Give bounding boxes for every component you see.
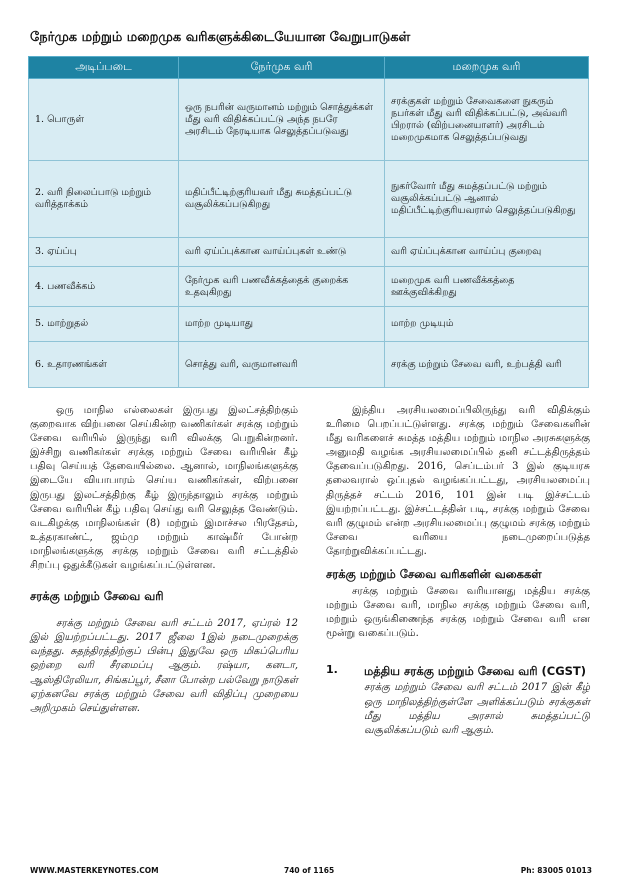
table-row	[29, 79, 589, 161]
table-row	[29, 161, 589, 238]
row-direct: சொத்து வரி, வருமானவரி	[179, 342, 385, 388]
row-indirect: சரக்கு மற்றும் சேவை வரி, உற்பத்தி வரி	[385, 342, 589, 388]
row-basis: 5. மாற்றுதல்	[29, 307, 179, 342]
table-row	[29, 238, 589, 267]
gst-types-heading: சரக்கு மற்றும் சேவை வரிகளின் வகைகள்	[326, 567, 542, 582]
row-direct: நேர்முக வரி பணவீக்கத்தைக் குறைக்க உதவுகிறது	[179, 267, 385, 307]
row-basis: 4. பணவீக்கம்	[29, 267, 179, 307]
footer-phone: Ph: 83005 01013	[520, 866, 592, 875]
row-basis: 3. ஏய்ப்பு	[29, 238, 179, 267]
cgst-number: 1.	[326, 663, 338, 677]
table-row	[29, 267, 589, 307]
left-column	[30, 404, 298, 716]
header-direct-tax: நேர்முக வரி	[179, 57, 385, 79]
comparison-table	[28, 56, 589, 388]
cgst-item	[326, 663, 590, 737]
footer-page-number: 740 of 1165	[284, 866, 335, 875]
row-indirect: நுகர்வோர் மீது சுமத்தப்பட்டு மற்றும் வசூலிக்கப்பட்டு ஆனால் மதிப்பீட்டிற்குரியவரால் செலுத்தப்படுகிறது	[385, 161, 589, 238]
footer-website: WWW.MASTERKEYNOTES.COM	[30, 866, 159, 875]
row-direct: மதிப்பீட்டிற்குரியவர் மீது சுமத்தப்பட்டு வசூலிக்கப்படுகிறது	[179, 161, 385, 238]
row-direct: ஒரு நபரின் வருமானம் மற்றும் சொத்துக்கள் மீது வரி விதிக்கப்பட்டு அந்த நபரே அரசிடம் நேரடியாக செலுத்தப்படுவது	[179, 79, 385, 161]
table-row	[29, 307, 589, 342]
row-direct: மாற்ற முடியாது	[179, 307, 385, 342]
table-header-row	[29, 57, 589, 79]
row-indirect: சரக்குகள் மற்றும் சேவைகளை நுகரும் நபர்கள் மீது வரி விதிக்கப்பட்டு, அவ்வரி பிறரால் (விற்பனையாளர்) அரசிடம் மறைமுகமாக செலுத்தப்படுவது	[385, 79, 589, 161]
row-basis: 2. வரி நிலைப்பாடு மற்றும் வரித்தாக்கம்	[29, 161, 179, 238]
header-basis: அடிப்படை	[29, 57, 179, 79]
row-basis: 1. பொருள்	[29, 79, 179, 161]
table-row	[29, 342, 589, 388]
cgst-text: சரக்கு மற்றும் சேவை வரி சட்டம் 2017 இன் கீழ் ஒரு மாநிலத்திற்குள்ளே அளிக்கப்படும் சரக்குகள் மீது மத்திய அரசால் சுமத்தப்பட்டு வசூலிக்கப்படும் வரி ஆகும்.	[364, 682, 590, 736]
cgst-title: மத்திய சரக்கு மற்றும் சேவை வரி (CGST)	[364, 664, 587, 679]
header-indirect-tax: மறைமுக வரி	[385, 57, 589, 79]
row-indirect: வரி ஏய்ப்புக்கான வாய்ப்பு குறைவு	[385, 238, 589, 267]
page-title: நேர்முக மற்றும் மறைமுக வரிகளுக்கிடையேயான வேறுபாடுகள்	[30, 30, 411, 45]
gst-act-paragraph: சரக்கு மற்றும் சேவை வரி சட்டம் 2017, ஏப்ரல் 12 இல் இயற்றப்பட்டது. 2017 ஜீலை 1இல் நடைமுறைக்கு வந்தது. சுதந்திரத்திற்குப் பின்பு இதுவே ஒரு மிகப்பெரிய ஒற்றை வரி சீரமைப்பு ஆகும். ரஷ்யா, கனடா, ஆஸ்திரேலியா, சிங்கப்பூர், சீனா போன்ற பல்வேறு நாடுகள் ஏற்கனவே சரக்கு மற்றும் சேவை வரி விதிப்பு முறையை அறிமுகம் செய்துள்ளன.	[30, 618, 298, 714]
right-column	[326, 404, 590, 738]
gst-heading: சரக்கு மற்றும் சேவை வரி	[30, 589, 164, 604]
constitution-paragraph: இந்திய அரசியலமைப்பிலிருந்து வரி விதிக்கும் உரிமை பெறப்பட்டுள்ளது. சரக்கு மற்றும் சேவைகளின் மீது வரிகளைச் சுமத்த மத்திய மற்றும் மாநில அரசுகளுக்கு அனுமதி வழங்க அரசியலமைப்பில் தனி சட்டத்திருத்தம் தேவைப்படுகிறது. 2016, செப்டம்பர் 3 இல் குடியரசு தலைவரால் ஒப்புதல் வழங்கப்பட்டது, அரசியலமைப்பு திருத்தச் சட்டம் 2016, 101 இன் படி இச்சட்டம் இயற்றப்பட்டது. இச்சட்டத்தின் படி, சரக்கு மற்றும் சேவை வரி குழுமம் என்ற அரசியலமைப்பு குழுமம் சரக்கு மற்றும் சேவை வரியை நடைமுறைப்படுத்த தோற்றுவிக்கப்பட்டது.	[326, 405, 590, 557]
row-basis: 6. உதாரணங்கள்	[29, 342, 179, 388]
row-direct: வரி ஏய்ப்புக்கான வாய்ப்புகள் உண்டு	[179, 238, 385, 267]
row-indirect: மாற்ற முடியும்	[385, 307, 589, 342]
gst-exemption-paragraph: ஒரு மாநில எல்லைகள் இருபது இலட்சத்திற்கும் குறைவாக விற்பனை செய்கின்ற வணிகர்கள் சரக்கு மற்றும் சேவை வரியில் இருந்து வரி விலக்கு பெறுகின்றனர். இச்சிறு வணிகர்கள் சரக்கு மற்றும் சேவை வரியின் கீழ் பதிவு செய்யத் தேவையில்லை. ஆனால், மாநிலங்களுக்கு இடையே வியாபாரம் செய்ய வணிகர்கள், விற்பனை இருபது இலட்சத்திற்கு கீழ் இருந்தாலும் சரக்கு மற்றும் சேவை வரியின் கீழ் பதிவு செய்து வரி செலுத்த வேண்டும். வடகிழக்கு மாநிலங்கள் (8) மற்றும் இமாச்சல பிரதேசம், உத்தரகாண்ட், ஜம்மு மற்றும் காஷ்மீர் போன்ற மாநிலங்களுக்கு சரக்கு மற்றும் சேவை வரி சட்டத்தில் சிறப்பு ஒதுக்கீடுகள் வழங்கப்பட்டுள்ளன.	[30, 405, 298, 572]
gst-types-paragraph: சரக்கு மற்றும் சேவை வரியானது மத்திய சரக்கு மற்றும் சேவை வரி, மாநில சரக்கு மற்றும் சேவை வரி, மற்றும் ஒருங்கிணைந்த சரக்கு மற்றும் சேவை வரி என மூன்று வகைப்படும்.	[326, 586, 590, 640]
row-indirect: மறைமுக வரி பணவீக்கத்தை ஊக்குவிக்கிறது	[385, 267, 589, 307]
